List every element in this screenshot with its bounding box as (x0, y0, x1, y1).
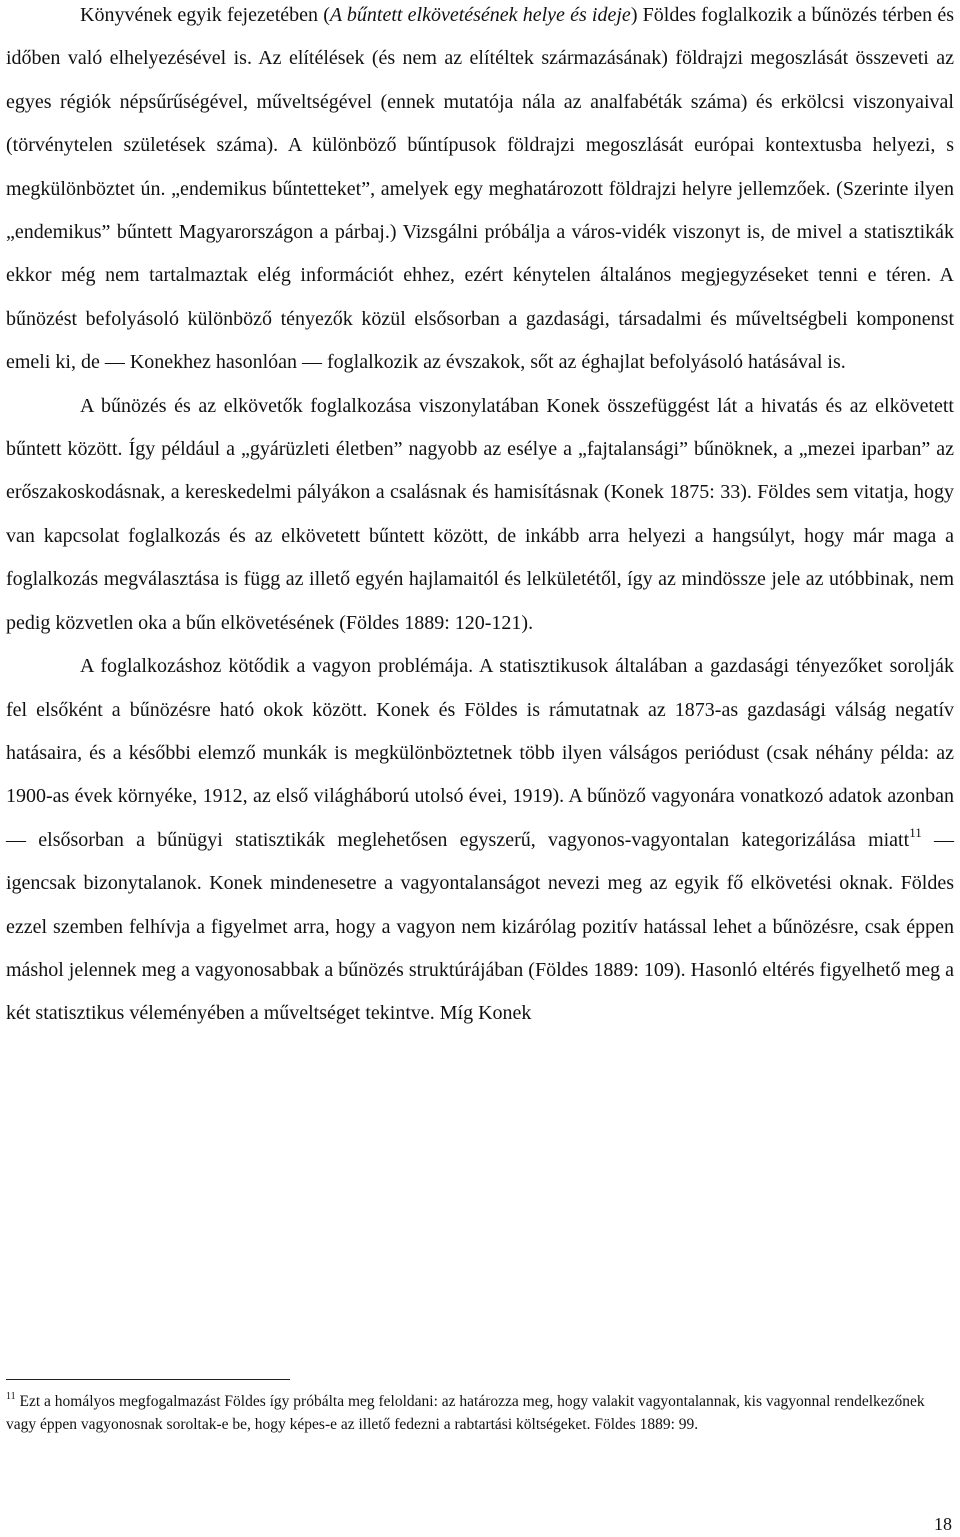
paragraph-1-body: ) Földes foglalkozik a bűnözés térben és időben való elhelyezésével is. Az elítélések (és nem az elítéltek származásának) földrajzi megoszlását összeveti az egyes régiók népsűrűségével, műveltségével (ennek mutatója nála az analfabéták száma) és erkölcsi viszonyaival (törvénytelen születések száma). A különböző bűntípusok földrajzi megoszlását európai kontextusba helyezi, s megkülönböztet ún. „endemikus bűntetteket”, amelyek egy meghatározott földrajzi helyre jellemzőek. (Szerinte ilyen „endemikus” bűntett Magyarországon a párbaj.) Vizsgálni próbálja a város-vidék viszonyt is, de mivel a statisztikák ekkor még nem tartalmaztak elég információt ehhez, ezért kénytelen általános megjegyzéseket tenni e téren. A bűnözést befolyásoló különböző tényezők közül elsősorban a gazdasági, társadalmi és műveltségbeli komponenst emeli ki, de — Konekhez hasonlóan — foglalkozik az évszakok, sőt az éghajlat befolyásoló hatásával is. (6, 4, 955, 374)
footnote-reference[interactable]: 11 (909, 824, 922, 840)
chapter-title: A bűntett elkövetésének helye és ideje (329, 4, 631, 26)
page-body (6, 0, 955, 1433)
page-number: 18 (934, 1514, 952, 1534)
footnote-number: 11 (6, 1391, 16, 1402)
paragraph-3-lead: A foglalkozáshoz kötődik a vagyon problémája. A statisztikusok általában a gazdasági tényezőket sorolják fel elsőként a bűnözésre ható okok között. Konek és Földes is rámutatnak az 1873-as gazdasági válság negatív hatásaira, és a későbbi elemző munkák is megkülönböztetnek több ilyen válságos periódust (csak néhány példa: az 1900-as évek környéke, 1912, az első világháború utolsó évei, 1919). A bűnöző vagyonára vonatkozó adatok azonban — elsősorban a bűnügyi statisztikák meglehetősen egyszerű, vagyonos-vagyontalan kategorizálása miatt (6, 655, 954, 851)
paragraph-1-lead: Könyvének egyik fejezetében ( (80, 4, 330, 26)
paragraph-3-body: — igencsak bizonytalanok. Konek mindenesetre a vagyontalanságot nevezi meg az egyik fő elkövetési oknak. Földes ezzel szemben felhívja a figyelmet arra, hogy a vagyon nem kizárólag pozitív hatással lehet a bűnözésre, csak éppen máshol jelennek meg a vagyonosabbak a bűnözés struktúrájában (Földes 1889: 109). Hasonló eltérés figyelhető meg a két statisztikus véleményében a műveltséget tekintve. Míg Konek (6, 828, 955, 1025)
paragraph-3 (6, 645, 954, 1036)
paragraph-2: A bűnözés és az elkövetők foglalkozása viszonylatában Konek összefüggést lát a hivatás és az elkövetett bűntett között. Így például a „gyárüzleti életben” nagyobb az esélye a „fajtalansági” bűnöknek, a „mezei iparban” az erőszakoskodásnak, a kereskedelmi pályákon a csalásnak és hamisításnak (Konek 1875: 33). Földes sem vitatja, hogy van kapcsolat foglalkozás és az elkövetett bűntett között, de inkább arra helyezi a hangsúlyt, hogy már maga a foglalkozás megválasztása is függ az illető egyén hajlamaitól és lelkületétől, így az mindössze jele az utóbbinak, nem pedig közvetlen oka a bűn elkövetésének (Földes 1889: 120-121). (6, 394, 954, 634)
footnote-divider (6, 1379, 290, 1380)
paragraph-1 (6, 0, 954, 385)
footnote-text: Ezt a homályos megfogalmazást Földes így próbálta meg feloldani: az határozza meg, hogy valakit vagyontalannak, kis vagyonnal rendelkezőnek vagy éppen vagyonosnak soroltak-e be, hogy képes-e az illető fedezni a rabtartási költségeket. Földes 1889: 99. (6, 1393, 925, 1433)
footnote (6, 1390, 954, 1436)
